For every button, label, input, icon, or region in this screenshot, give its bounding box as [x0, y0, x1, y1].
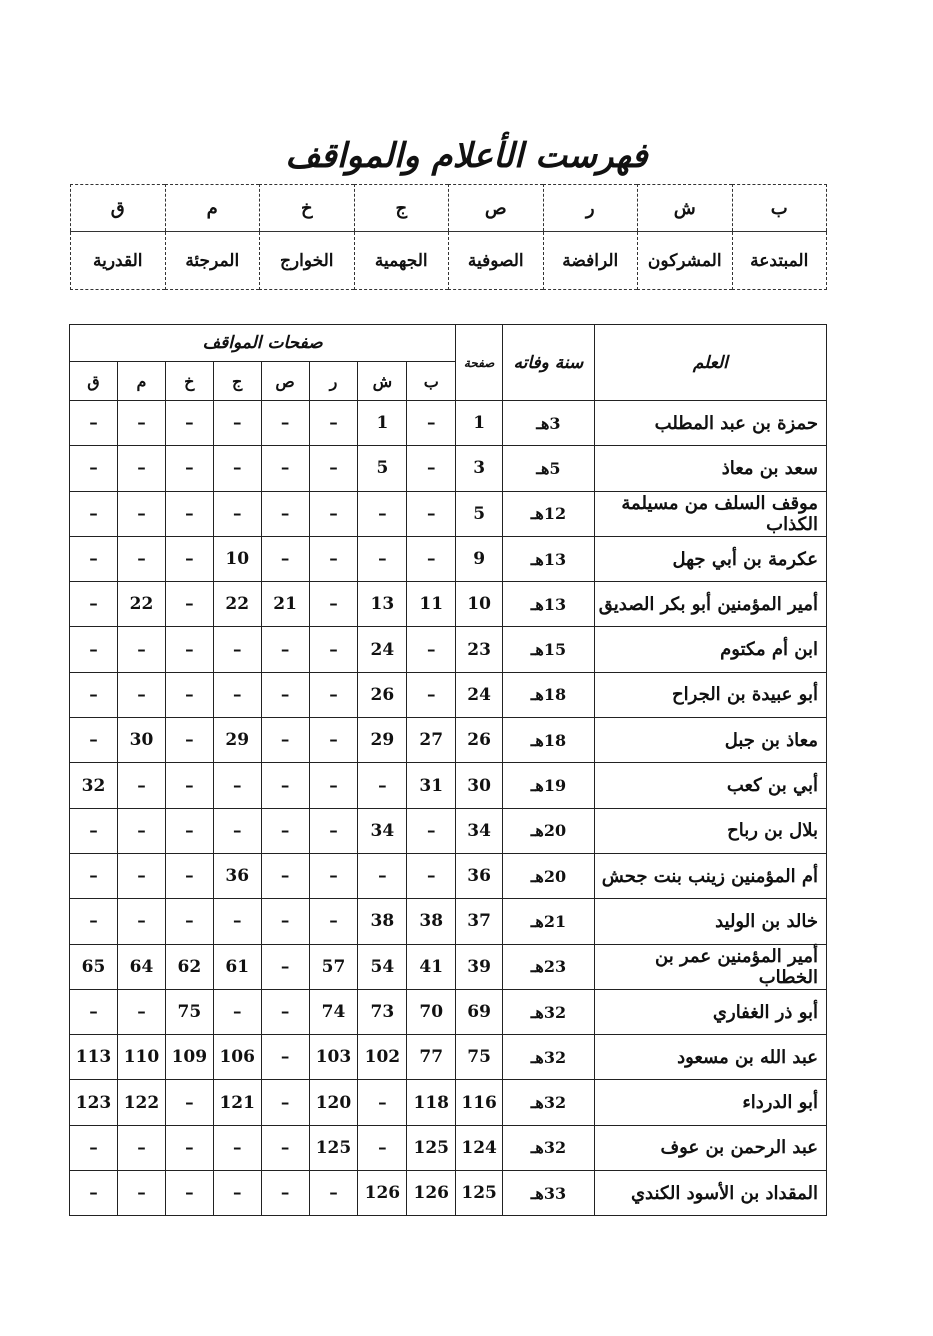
- table-row: [70, 1035, 827, 1080]
- stance-page-cell: 34: [358, 808, 407, 853]
- stance-page-cell: 38: [407, 899, 456, 944]
- page-cell: 37: [456, 899, 503, 944]
- stance-page-cell: 125: [309, 1125, 358, 1170]
- stance-page-cell: –: [309, 401, 358, 446]
- stance-page-cell: –: [261, 491, 309, 536]
- stance-page-cell: 5: [358, 446, 407, 491]
- stance-page-cell: –: [213, 1125, 261, 1170]
- stance-page-cell: –: [261, 1125, 309, 1170]
- page-cell: 39: [456, 944, 503, 989]
- person-name-cell: سعد بن معاذ: [594, 446, 826, 491]
- stance-page-cell: 1: [358, 401, 407, 446]
- legend-table: [70, 184, 827, 290]
- stance-page-cell: –: [261, 989, 309, 1034]
- stance-page-cell: –: [70, 491, 118, 536]
- legend-name: الرافضة: [543, 232, 638, 290]
- stance-page-cell: 70: [407, 989, 456, 1034]
- stance-page-cell: 57: [309, 944, 358, 989]
- page-cell: 26: [456, 718, 503, 763]
- stance-page-cell: 10: [213, 536, 261, 581]
- stance-page-cell: –: [118, 853, 166, 898]
- legend-name: الصوفية: [449, 232, 544, 290]
- stance-page-cell: 38: [358, 899, 407, 944]
- stance-page-cell: –: [70, 582, 118, 627]
- stance-page-cell: –: [309, 763, 358, 808]
- stance-page-cell: –: [261, 401, 309, 446]
- stance-page-cell: –: [261, 1080, 309, 1125]
- stance-page-cell: –: [165, 627, 213, 672]
- stance-page-cell: –: [309, 672, 358, 717]
- page-cell: 9: [456, 536, 503, 581]
- stance-page-cell: 61: [213, 944, 261, 989]
- stance-page-cell: 77: [407, 1035, 456, 1080]
- stance-page-cell: –: [165, 401, 213, 446]
- stance-page-cell: –: [309, 718, 358, 763]
- page-cell: 24: [456, 672, 503, 717]
- death-year-cell: 32هـ: [503, 1080, 595, 1125]
- stance-page-cell: –: [118, 536, 166, 581]
- stance-page-cell: –: [407, 401, 456, 446]
- header-page: صفحة: [456, 325, 503, 401]
- stance-page-cell: –: [309, 582, 358, 627]
- stance-page-cell: –: [118, 989, 166, 1034]
- page-cell: 75: [456, 1035, 503, 1080]
- stance-page-cell: 30: [118, 718, 166, 763]
- death-year-cell: 18هـ: [503, 672, 595, 717]
- stance-page-cell: 32: [70, 763, 118, 808]
- header-pages-group: صفحات المواقف: [70, 325, 456, 362]
- header-column-letter: ش: [358, 362, 407, 401]
- legend-letters-row: [71, 185, 827, 232]
- stance-page-cell: –: [118, 627, 166, 672]
- stance-page-cell: –: [165, 853, 213, 898]
- stance-page-cell: 54: [358, 944, 407, 989]
- stance-page-cell: –: [261, 672, 309, 717]
- stance-page-cell: 74: [309, 989, 358, 1034]
- death-year-cell: 20هـ: [503, 853, 595, 898]
- person-name-cell: حمزة بن عبد المطلب: [594, 401, 826, 446]
- stance-page-cell: 13: [358, 582, 407, 627]
- person-name-cell: موقف السلف من مسيلمة الكذاب: [594, 491, 826, 536]
- table-row: [70, 672, 827, 717]
- table-row: [70, 627, 827, 672]
- stance-page-cell: –: [70, 1125, 118, 1170]
- stance-page-cell: –: [213, 491, 261, 536]
- stance-page-cell: –: [261, 899, 309, 944]
- stance-page-cell: –: [261, 718, 309, 763]
- legend-names-row: [71, 232, 827, 290]
- table-row: [70, 763, 827, 808]
- stance-page-cell: 41: [407, 944, 456, 989]
- stance-page-cell: –: [118, 491, 166, 536]
- stance-page-cell: –: [213, 446, 261, 491]
- stance-page-cell: –: [118, 808, 166, 853]
- stance-page-cell: –: [261, 853, 309, 898]
- stance-page-cell: 125: [407, 1125, 456, 1170]
- index-table: [69, 324, 827, 1216]
- legend-letter: ش: [638, 185, 733, 232]
- stance-page-cell: –: [118, 1125, 166, 1170]
- stance-page-cell: 11: [407, 582, 456, 627]
- stance-page-cell: –: [213, 763, 261, 808]
- stance-page-cell: –: [213, 1171, 261, 1216]
- death-year-cell: 5هـ: [503, 446, 595, 491]
- stance-page-cell: –: [358, 853, 407, 898]
- stance-page-cell: –: [165, 1171, 213, 1216]
- stance-page-cell: –: [407, 446, 456, 491]
- stance-page-cell: –: [70, 401, 118, 446]
- stance-page-cell: –: [407, 627, 456, 672]
- stance-page-cell: –: [261, 1171, 309, 1216]
- page-cell: 5: [456, 491, 503, 536]
- stance-page-cell: 21: [261, 582, 309, 627]
- death-year-cell: 23هـ: [503, 944, 595, 989]
- stance-page-cell: 75: [165, 989, 213, 1034]
- death-year-cell: 12هـ: [503, 491, 595, 536]
- person-name-cell: عبد الرحمن بن عوف: [594, 1125, 826, 1170]
- stance-page-cell: –: [118, 1171, 166, 1216]
- table-row: [70, 491, 827, 536]
- stance-page-cell: –: [309, 899, 358, 944]
- legend-letter: ق: [71, 185, 166, 232]
- stance-page-cell: –: [70, 989, 118, 1034]
- stance-page-cell: –: [213, 989, 261, 1034]
- page-cell: 1: [456, 401, 503, 446]
- person-name-cell: ابن أم مكتوم: [594, 627, 826, 672]
- stance-page-cell: 62: [165, 944, 213, 989]
- person-name-cell: أبو ذر الغفاري: [594, 989, 826, 1034]
- legend-letter: ص: [449, 185, 544, 232]
- stance-page-cell: –: [165, 1080, 213, 1125]
- legend-name: المرجئة: [165, 232, 260, 290]
- table-row: [70, 899, 827, 944]
- header-column-letter: ب: [407, 362, 456, 401]
- death-year-cell: 13هـ: [503, 582, 595, 627]
- stance-page-cell: –: [309, 627, 358, 672]
- stance-page-cell: 122: [118, 1080, 166, 1125]
- death-year-cell: 20هـ: [503, 808, 595, 853]
- table-body: [70, 401, 827, 1216]
- stance-page-cell: –: [407, 536, 456, 581]
- stance-page-cell: –: [261, 536, 309, 581]
- person-name-cell: أمير المؤمنين أبو بكر الصديق: [594, 582, 826, 627]
- stance-page-cell: 31: [407, 763, 456, 808]
- legend-name: الجهمية: [354, 232, 449, 290]
- death-year-cell: 32هـ: [503, 989, 595, 1034]
- table-row: [70, 446, 827, 491]
- stance-page-cell: 73: [358, 989, 407, 1034]
- death-year-cell: 19هـ: [503, 763, 595, 808]
- stance-page-cell: –: [261, 763, 309, 808]
- stance-page-cell: 118: [407, 1080, 456, 1125]
- stance-page-cell: –: [118, 401, 166, 446]
- stance-page-cell: 121: [213, 1080, 261, 1125]
- stance-page-cell: –: [407, 672, 456, 717]
- stance-page-cell: –: [309, 491, 358, 536]
- stance-page-cell: 109: [165, 1035, 213, 1080]
- stance-page-cell: –: [70, 808, 118, 853]
- legend-name: الخوارج: [260, 232, 355, 290]
- header-name: العلم: [594, 325, 826, 401]
- stance-page-cell: 126: [358, 1171, 407, 1216]
- page-title: فهرست الأعلام والمواقف: [285, 136, 648, 176]
- stance-page-cell: –: [70, 1171, 118, 1216]
- page-cell: 116: [456, 1080, 503, 1125]
- stance-page-cell: –: [70, 718, 118, 763]
- stance-page-cell: 110: [118, 1035, 166, 1080]
- stance-page-cell: 123: [70, 1080, 118, 1125]
- legend-name: المشركون: [638, 232, 733, 290]
- stance-page-cell: –: [358, 1080, 407, 1125]
- stance-page-cell: –: [261, 627, 309, 672]
- stance-page-cell: –: [213, 808, 261, 853]
- person-name-cell: أبو عبيدة بن الجراح: [594, 672, 826, 717]
- person-name-cell: أبي بن كعب: [594, 763, 826, 808]
- page-cell: 125: [456, 1171, 503, 1216]
- header-column-letter: ج: [213, 362, 261, 401]
- stance-page-cell: –: [165, 582, 213, 627]
- stance-page-cell: 106: [213, 1035, 261, 1080]
- death-year-cell: 33هـ: [503, 1171, 595, 1216]
- death-year-cell: 18هـ: [503, 718, 595, 763]
- stance-page-cell: 36: [213, 853, 261, 898]
- person-name-cell: عكرمة بن أبي جهل: [594, 536, 826, 581]
- stance-page-cell: –: [165, 446, 213, 491]
- death-year-cell: 21هـ: [503, 899, 595, 944]
- stance-page-cell: –: [261, 446, 309, 491]
- stance-page-cell: –: [358, 1125, 407, 1170]
- stance-page-cell: –: [118, 763, 166, 808]
- stance-page-cell: –: [261, 1035, 309, 1080]
- stance-page-cell: –: [309, 808, 358, 853]
- stance-page-cell: –: [70, 853, 118, 898]
- stance-page-cell: –: [165, 718, 213, 763]
- stance-page-cell: –: [261, 944, 309, 989]
- stance-page-cell: –: [165, 808, 213, 853]
- stance-page-cell: 27: [407, 718, 456, 763]
- stance-page-cell: 103: [309, 1035, 358, 1080]
- stance-page-cell: –: [309, 853, 358, 898]
- legend-letter: ب: [732, 185, 827, 232]
- death-year-cell: 13هـ: [503, 536, 595, 581]
- stance-page-cell: –: [309, 1171, 358, 1216]
- page-cell: 3: [456, 446, 503, 491]
- table-row: [70, 536, 827, 581]
- page-cell: 30: [456, 763, 503, 808]
- person-name-cell: أم المؤمنين زينب بنت جحش: [594, 853, 826, 898]
- stance-page-cell: 29: [358, 718, 407, 763]
- person-name-cell: المقداد بن الأسود الكندي: [594, 1171, 826, 1216]
- page-cell: 124: [456, 1125, 503, 1170]
- person-name-cell: عبد الله بن مسعود: [594, 1035, 826, 1080]
- stance-page-cell: 102: [358, 1035, 407, 1080]
- header-column-letter: ص: [261, 362, 309, 401]
- legend-name: القدرية: [71, 232, 166, 290]
- stance-page-cell: 26: [358, 672, 407, 717]
- stance-page-cell: –: [213, 672, 261, 717]
- person-name-cell: خالد بن الوليد: [594, 899, 826, 944]
- person-name-cell: معاذ بن جبل: [594, 718, 826, 763]
- stance-page-cell: 65: [70, 944, 118, 989]
- table-row: [70, 582, 827, 627]
- table-row: [70, 1171, 827, 1216]
- stance-page-cell: 29: [213, 718, 261, 763]
- stance-page-cell: 24: [358, 627, 407, 672]
- table-row: [70, 1080, 827, 1125]
- stance-page-cell: –: [118, 446, 166, 491]
- stance-page-cell: –: [407, 808, 456, 853]
- table-row: [70, 944, 827, 989]
- header-column-letter: ر: [309, 362, 358, 401]
- stance-page-cell: –: [70, 899, 118, 944]
- page-cell: 36: [456, 853, 503, 898]
- header-column-letter: خ: [165, 362, 213, 401]
- header-column-letter: م: [118, 362, 166, 401]
- legend-letter: م: [165, 185, 260, 232]
- death-year-cell: 32هـ: [503, 1035, 595, 1080]
- stance-page-cell: 22: [118, 582, 166, 627]
- header-column-letter: ق: [70, 362, 118, 401]
- stance-page-cell: –: [70, 446, 118, 491]
- stance-page-cell: –: [309, 536, 358, 581]
- person-name-cell: أمير المؤمنين عمر بن الخطاب: [594, 944, 826, 989]
- person-name-cell: أبو الدرداء: [594, 1080, 826, 1125]
- legend-name: المبتدعة: [732, 232, 827, 290]
- stance-page-cell: –: [358, 491, 407, 536]
- page-cell: 10: [456, 582, 503, 627]
- page-cell: 69: [456, 989, 503, 1034]
- stance-page-cell: –: [70, 627, 118, 672]
- stance-page-cell: –: [213, 899, 261, 944]
- stance-page-cell: –: [118, 672, 166, 717]
- page-cell: 23: [456, 627, 503, 672]
- table-row: [70, 808, 827, 853]
- stance-page-cell: –: [118, 899, 166, 944]
- legend-letter: ج: [354, 185, 449, 232]
- stance-page-cell: 64: [118, 944, 166, 989]
- person-name-cell: بلال بن رباح: [594, 808, 826, 853]
- table-row: [70, 989, 827, 1034]
- stance-page-cell: –: [165, 899, 213, 944]
- stance-page-cell: –: [309, 446, 358, 491]
- page-cell: 34: [456, 808, 503, 853]
- stance-page-cell: –: [165, 1125, 213, 1170]
- stance-page-cell: 113: [70, 1035, 118, 1080]
- stance-page-cell: –: [70, 672, 118, 717]
- legend-letter: خ: [260, 185, 355, 232]
- stance-page-cell: –: [407, 853, 456, 898]
- table-row: [70, 718, 827, 763]
- death-year-cell: 3هـ: [503, 401, 595, 446]
- death-year-cell: 32هـ: [503, 1125, 595, 1170]
- stance-page-cell: –: [165, 672, 213, 717]
- table-row: [70, 1125, 827, 1170]
- stance-page-cell: 126: [407, 1171, 456, 1216]
- stance-page-cell: –: [213, 627, 261, 672]
- table-row: [70, 853, 827, 898]
- table-row: [70, 401, 827, 446]
- stance-page-cell: 22: [213, 582, 261, 627]
- stance-page-cell: –: [70, 536, 118, 581]
- stance-page-cell: 120: [309, 1080, 358, 1125]
- stance-page-cell: –: [407, 491, 456, 536]
- stance-page-cell: –: [165, 491, 213, 536]
- stance-page-cell: –: [358, 536, 407, 581]
- stance-page-cell: –: [358, 763, 407, 808]
- stance-page-cell: –: [261, 808, 309, 853]
- stance-page-cell: –: [165, 763, 213, 808]
- stance-page-cell: –: [213, 401, 261, 446]
- death-year-cell: 15هـ: [503, 627, 595, 672]
- legend-letter: ر: [543, 185, 638, 232]
- header-year: سنة وفاته: [503, 325, 595, 401]
- stance-page-cell: –: [165, 536, 213, 581]
